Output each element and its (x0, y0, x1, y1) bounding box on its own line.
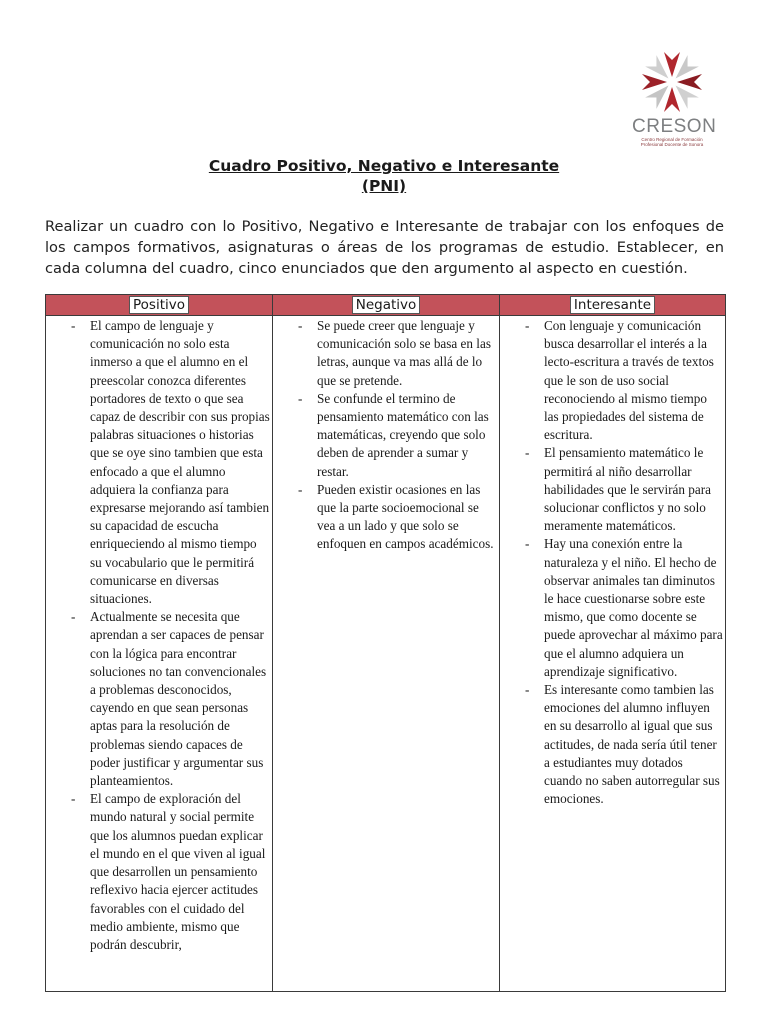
table-body-row (46, 316, 726, 992)
bullet-dash: - (298, 481, 303, 497)
list-item: - El campo de lenguaje y comunicación no solo esta inmerso a que el alumno en el preescolar conozca diferentes portadores de texto o que sea capaz de describir con sus propias palabras situaciones o historias que se oye sino tambien que esta enfocado a que el alumno adquiera la confianza para expresarse mejorando así tambien su capacidad de escucha enriqueciendo al mismo tiempo su vocabulario que le permitirá comunicarse en diversas situaciones. (71, 318, 270, 607)
list-item: - Se confunde el termino de pensamiento matemático con las matemáticas, creyendo que solo deben de aprender a sumar y restar. (298, 390, 489, 479)
bullet-dash: - (298, 318, 303, 333)
list-item: - Es interesante como tambien las emociones del alumno influyen en su desarrollo al igual que sus actitudes, de nada sería útil tener a estudiantes muy dotados cuando no saben autorregular sus emociones. (525, 682, 720, 807)
bullet-dash: - (525, 682, 530, 698)
creson-flower-icon (632, 48, 712, 118)
negativo-list (273, 316, 499, 554)
list-item: - Hay una conexión entre la naturaleza y el niño. El hecho de observar animales tan diminutos le hace cuestionarse sobre este mismo, que como docente se puede aprovechar al máximo para que el alumno adquiera un aprendizaje significativo. (525, 536, 723, 679)
positivo-list (46, 316, 272, 954)
logo-wordmark: CRESON (632, 116, 717, 137)
pni-table (45, 294, 726, 992)
title-line-2: (PNI) (361, 177, 407, 195)
header-interesante: Interesante (500, 295, 726, 316)
document-title (0, 156, 768, 196)
header-negativo: Negativo (273, 295, 500, 316)
interesante-list (500, 316, 725, 808)
bullet-dash: - (525, 318, 530, 333)
list-item: - Actualmente se necesita que aprendan a ser capaces de pensar con la lógica para encontrar soluciones no tan convencionales a problemas desconocidos, cayendo en que sean personas aptas para la resolución de problemas siendo capaces de poder justificar y argumentar sus planteamientos. (71, 609, 267, 789)
list-item: - El campo de exploración del mundo natural y social permite que los alumnos puedan explicar el mundo en el que viven al igual que desarrollen un pensamiento reflexivo hacia ejercer actitudes favorables con el cuidado del medio ambiente, mismo que podrán descubrir, (71, 791, 266, 952)
intro-paragraph: Realizar un cuadro con lo Positivo, Negativo e Interesante de trabajar con los enfoques de los campos formativos, asignaturas o áreas de los programas de estudio. Establecer, en cada columna del cuadro, cinco enunciados que den argumento al aspecto en cuestión. (45, 218, 724, 277)
table-header-row (46, 295, 726, 316)
title-line-1: Cuadro Positivo, Negativo e Interesante (208, 157, 560, 175)
list-item: - Se puede creer que lenguaje y comunicación solo se basa en las letras, aunque va mas allá de lo que se pretende. (298, 318, 491, 388)
list-item: - El pensamiento matemático le permitirá al niño desarrollar habilidades que le servirán para solucionar conflictos y no solo meramente matemáticos. (525, 445, 711, 534)
column-interesante (500, 316, 726, 992)
bullet-dash: - (298, 390, 303, 406)
logo-subtitle: Centro Regional de Formación Profesional Docente de Sonora (640, 137, 704, 147)
creson-logo (632, 48, 717, 148)
list-item: - Con lenguaje y comunicación busca desarrollar el interés a la lecto-escritura a través de textos que le son de uso social reconociendo al mismo tiempo las propiedades del sistema de escritura. (525, 318, 714, 443)
header-positivo: Positivo (46, 295, 273, 316)
bullet-dash: - (525, 445, 530, 461)
bullet-dash: - (71, 318, 76, 333)
bullet-dash: - (71, 609, 76, 625)
bullet-dash: - (525, 536, 530, 552)
list-item: - Pueden existir ocasiones en las que la parte socioemocional se vea a un lado y que solo se enfoquen en campos académicos. (298, 481, 494, 552)
bullet-dash: - (71, 791, 76, 807)
column-negativo (273, 316, 500, 992)
column-positivo (46, 316, 273, 992)
